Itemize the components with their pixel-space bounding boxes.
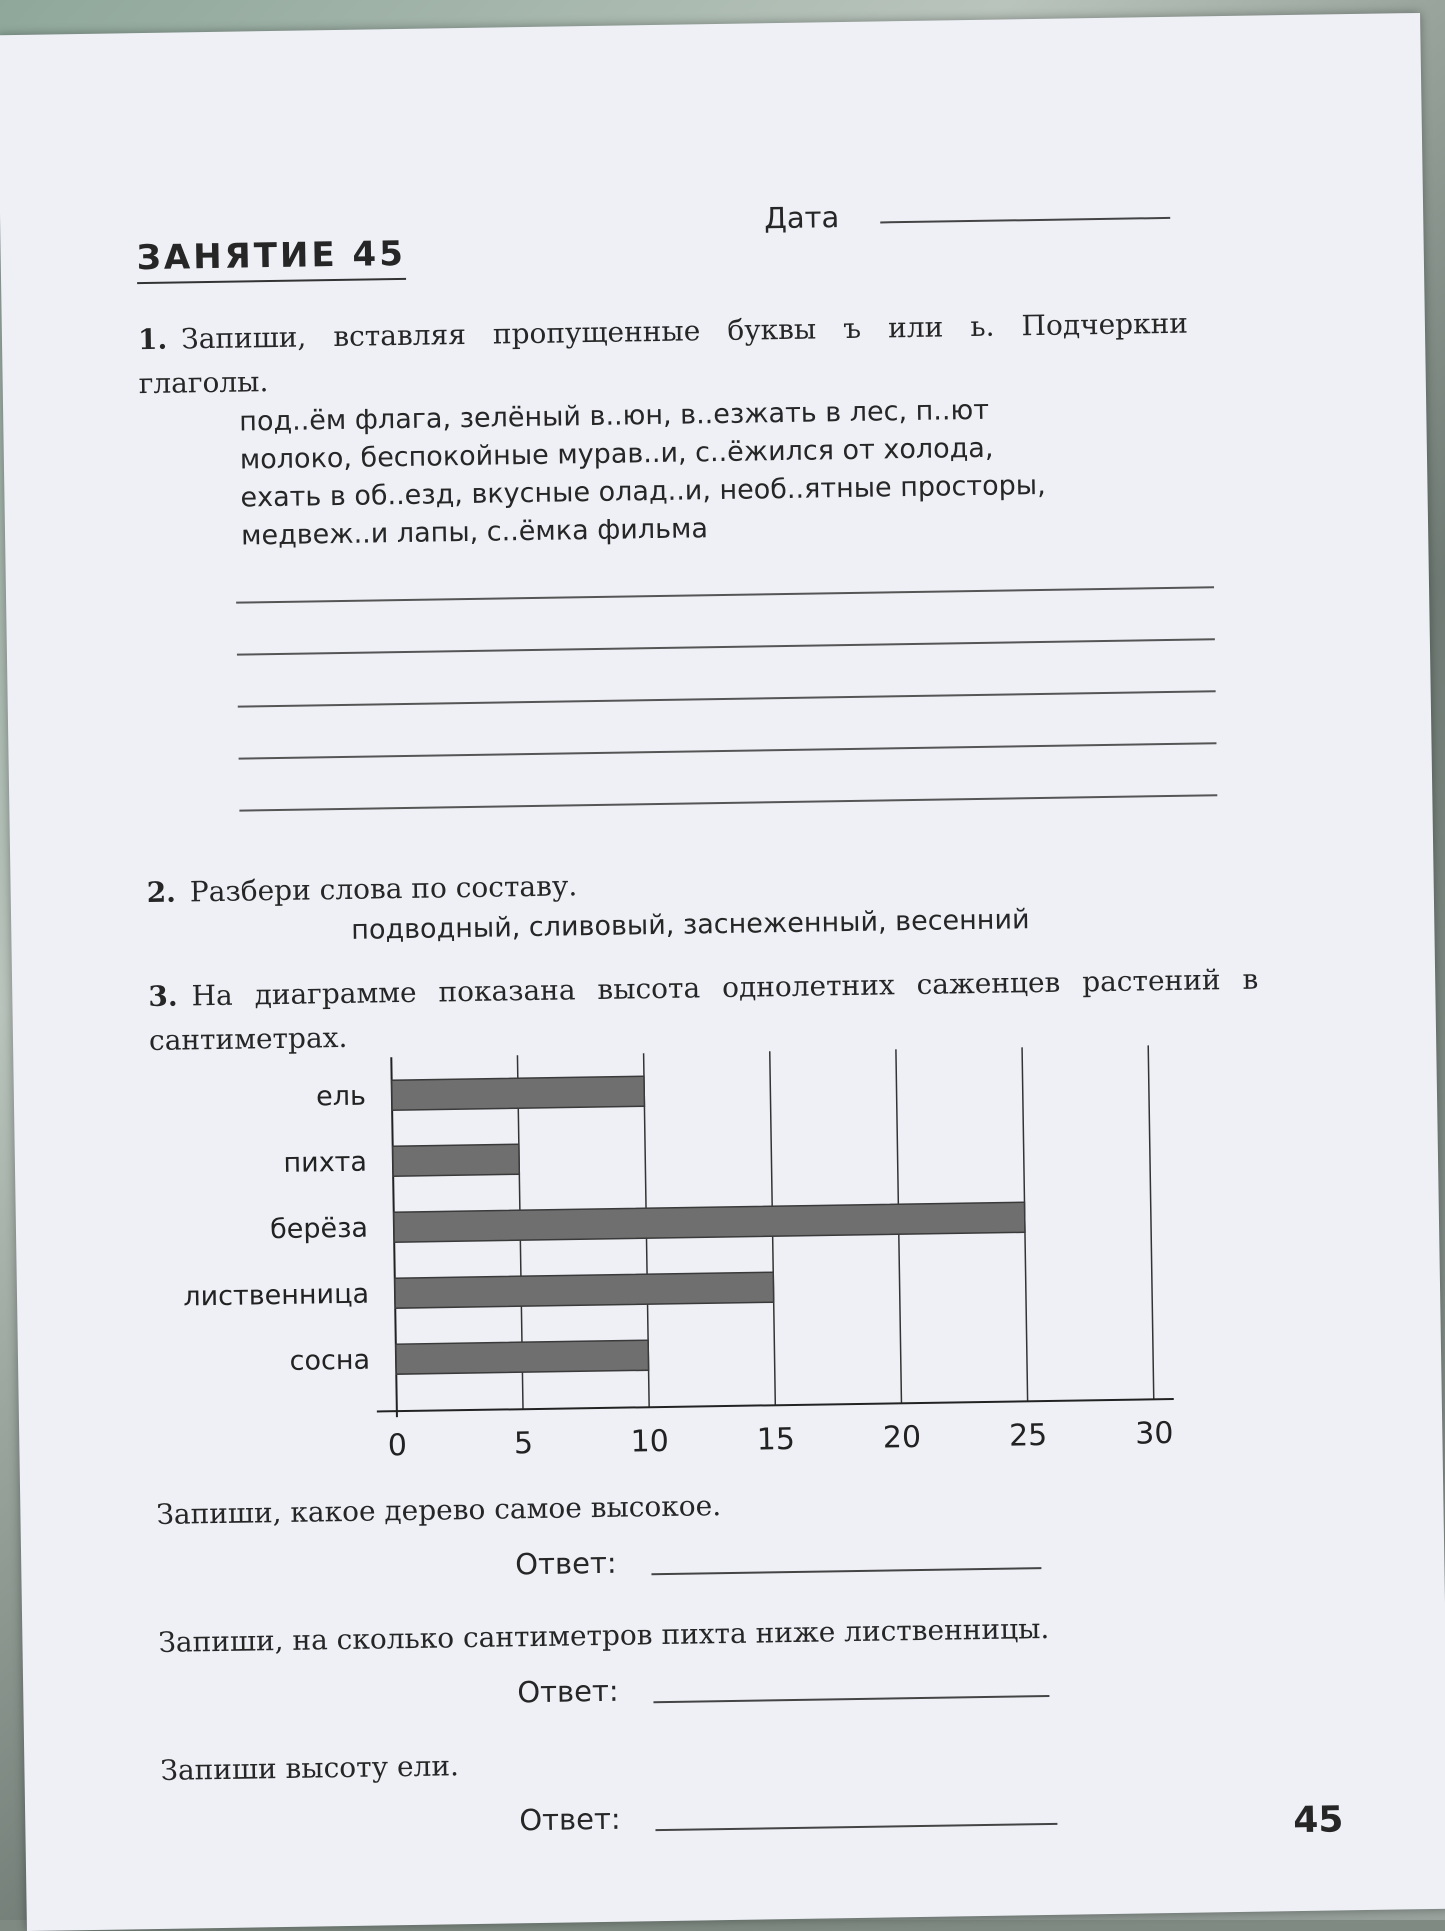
task3-number: 3. — [148, 979, 178, 1014]
chart-bar — [392, 1076, 645, 1110]
writing-line[interactable] — [238, 690, 1216, 707]
chart-category-label: ель — [315, 1080, 367, 1113]
task1-word-line: медвеж..и лапы, с..ёмка фильма — [240, 513, 709, 552]
task1-word-list — [239, 388, 1201, 555]
task1-text: Запиши, вставляя пропущенные буквы ъ или ь. Подчеркни глаголы. — [138, 306, 1189, 401]
date-label: Дата — [763, 200, 840, 236]
writing-line[interactable] — [236, 586, 1214, 603]
writing-line[interactable] — [239, 742, 1217, 759]
chart-gridline — [1148, 1045, 1154, 1399]
date-answer-line[interactable] — [880, 217, 1170, 224]
tree-height-chart — [143, 1035, 1289, 1473]
chart-category-label: пихта — [283, 1146, 368, 1179]
page-number: 45 — [1292, 1799, 1344, 1842]
workbook-page — [0, 13, 1445, 1931]
task1-word-line: ехать в об..езд, вкусные олад..и, необ..ятные просторы, — [240, 469, 1046, 514]
answer-line-3[interactable] — [655, 1823, 1057, 1831]
chart-bar — [395, 1272, 774, 1308]
task3-text: На диаграмме показана высота однолетних саженцев растений в сантиметрах. — [148, 962, 1259, 1058]
chart-bar — [394, 1202, 1025, 1242]
lesson-title: ЗАНЯТИЕ 45 — [136, 234, 406, 284]
chart-tick-label: 0 — [387, 1428, 408, 1464]
answer-line-1[interactable] — [651, 1567, 1041, 1575]
chart-tick-label: 30 — [1134, 1415, 1174, 1452]
chart-category-label: берёза — [269, 1212, 369, 1246]
chart-category-label: лиственница — [183, 1278, 370, 1313]
task1-number: 1. — [137, 322, 168, 357]
task2-number: 2. — [146, 875, 177, 910]
chart-tick-label: 10 — [630, 1423, 670, 1460]
answer-label-3: Ответ: — [519, 1801, 621, 1838]
task1-word-line: молоко, беспокойные мурав..и, с..ёжился от холода, — [239, 432, 994, 476]
question-3: Запиши высоту ели. — [160, 1749, 460, 1787]
chart-category-label: сосна — [289, 1344, 371, 1377]
chart-tick-label: 25 — [1008, 1417, 1048, 1454]
task1-word-line: под..ём флага, зелёный в..юн, в..езжать в лес, п..ют — [239, 394, 990, 438]
answer-line-2[interactable] — [653, 1695, 1049, 1703]
chart-tick-label: 15 — [756, 1421, 796, 1458]
question-1: Запиши, какое дерево самое высокое. — [156, 1489, 722, 1531]
chart-bar — [393, 1144, 520, 1176]
chart-tick-label: 20 — [882, 1419, 922, 1456]
chart-tick-label: 5 — [513, 1426, 534, 1462]
question-2: Запиши, на сколько сантиметров пихта ниже лиственницы. — [158, 1611, 1050, 1659]
writing-line[interactable] — [239, 794, 1217, 811]
chart-bar — [396, 1340, 649, 1374]
answer-label-1: Ответ: — [515, 1545, 617, 1582]
task2-text: Разбери слова по составу. — [189, 869, 578, 909]
answer-label-2: Ответ: — [517, 1673, 619, 1710]
task2-word-list: подводный, сливовый, заснеженный, весенний — [351, 904, 1030, 946]
writing-line[interactable] — [237, 638, 1215, 655]
